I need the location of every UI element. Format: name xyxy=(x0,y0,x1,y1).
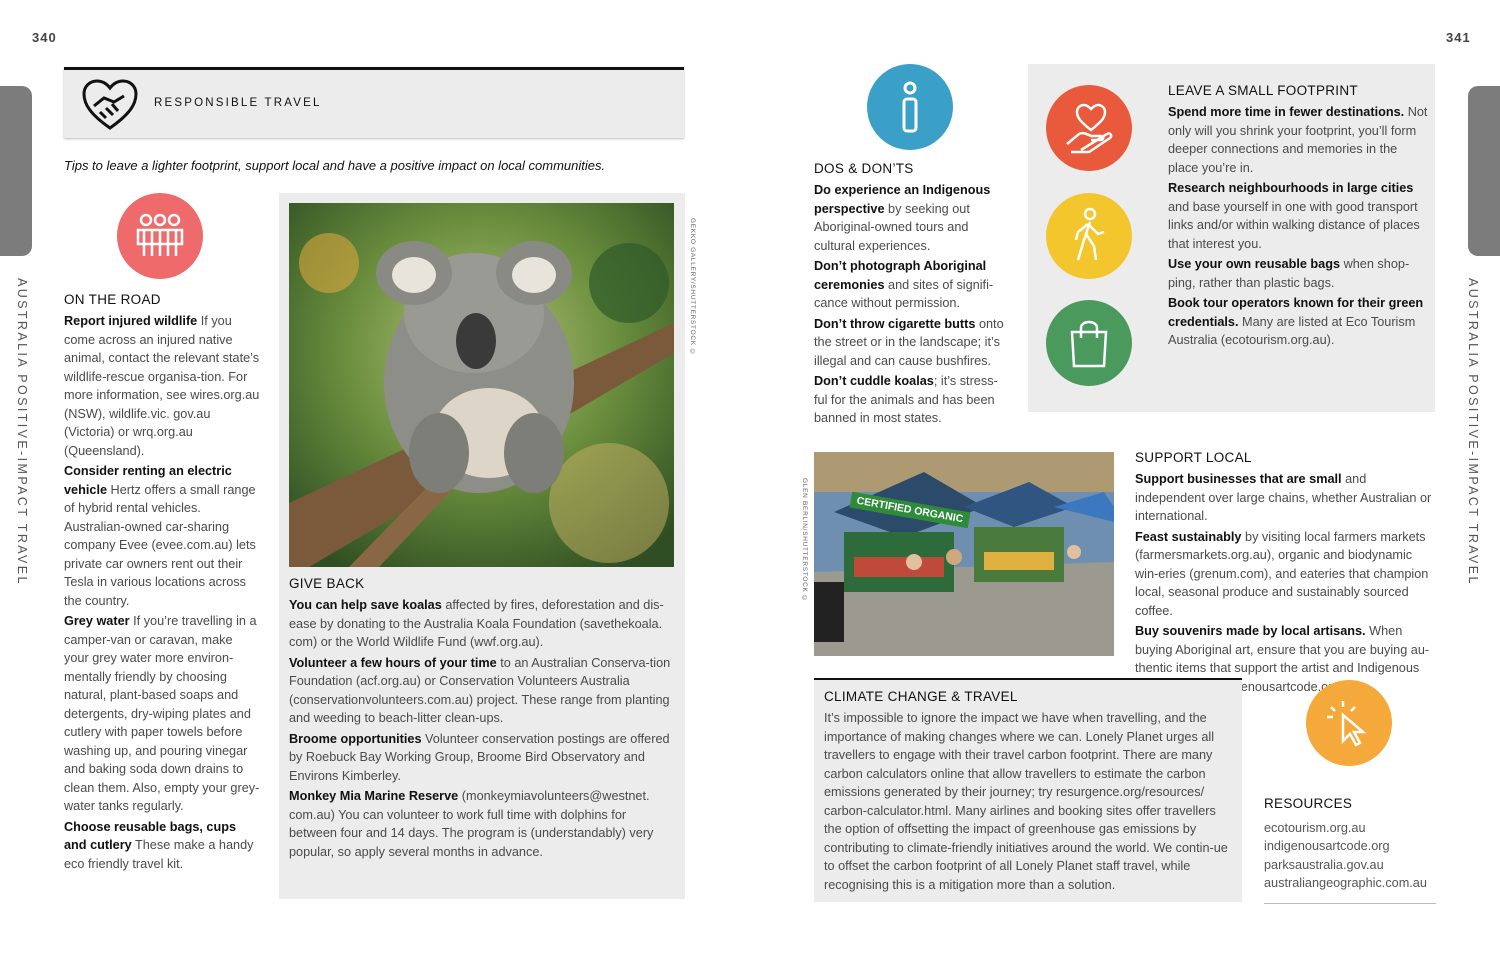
walking-person-icon xyxy=(1046,193,1132,279)
dos-donts-item-text: by seeking out Aboriginal-owned tours and cultural experiences. xyxy=(814,201,970,253)
give-back-item-title: Volunteer a few hours of your time xyxy=(289,655,497,670)
footprint-item-text: Not only will you shrink your footprint, you’ll form deeper connections and memories in the place you’re in. xyxy=(1168,105,1428,175)
page-number-right: 341 xyxy=(1446,30,1471,45)
footprint-item xyxy=(1168,179,1430,253)
dos-donts-item-title: Don’t photograph Aboriginal ceremonies xyxy=(814,259,987,292)
support-local-item-text: and independent over large chains, whether Australian or international. xyxy=(1135,472,1432,523)
shopping-bag-icon xyxy=(1046,300,1132,386)
dos-donts-item xyxy=(814,372,1010,428)
support-local-heading: SUPPORT LOCAL xyxy=(1135,450,1252,465)
on-the-road-item-text: If you come across an injured native animal, contact the relevant state’s wildlife-rescue organisa-tion. For more information, see wires.org.au (NSW), wildlife.vic. gov.au (Victoria) or wrq.org.au (Queensland). xyxy=(64,314,260,458)
dos-donts-item-text: ; it’s stress-ful for the animals and has been banned in most states. xyxy=(814,374,998,425)
support-local-item-text: When buying Aboriginal art, ensure that you are buying au-thentic items that support the artist and Indigenous (indigenousartcode.org). xyxy=(1135,624,1430,694)
support-local-item-title: Feast sustainably xyxy=(1135,529,1242,544)
on-the-road-item xyxy=(64,462,260,610)
give-back-heading: GIVE BACK xyxy=(289,576,365,591)
on-the-road-section xyxy=(64,292,260,875)
footprint-heading: LEAVE A SMALL FOOTPRINT xyxy=(1168,83,1358,98)
support-local-body xyxy=(1135,470,1435,696)
support-local-item-text: by visiting local farmers markets (farmersmarkets.org.au), organic and biodynamic win-eries (grenum.com), and eateries that champion local, seasonal produce and sustainably sourced coffee. xyxy=(1135,529,1429,618)
footprint-item-title: Book tour operators known for their green credentials. xyxy=(1168,296,1424,329)
give-back-section xyxy=(289,576,677,863)
give-back-item xyxy=(289,596,677,652)
give-back-item-text: Volunteer conservation postings are offered by Roebuck Bay Working Group, Broome Bird Observatory and Environs Kimberley. xyxy=(289,731,670,783)
footprint-item-text: Many are listed at Eco Tourism Australia (ecotourism.org.au). xyxy=(1168,314,1416,347)
give-back-item xyxy=(289,654,677,728)
on-the-road-item-title: Report injured wildlife xyxy=(64,314,198,328)
left-edge-tab xyxy=(0,86,32,256)
resources-heading: RESOURCES xyxy=(1264,796,1353,811)
footprint-item-title: Spend more time in fewer destinations. xyxy=(1168,105,1405,119)
on-the-road-item-title: Grey water xyxy=(64,614,130,628)
right-edge-tab xyxy=(1468,86,1500,256)
side-label-right: AUSTRALIA POSITIVE-IMPACT TRAVEL xyxy=(1466,278,1480,586)
dos-donts-item xyxy=(814,315,1010,371)
handshake-heart-icon xyxy=(80,76,140,136)
dos-donts-item xyxy=(814,181,1010,255)
koala-photo xyxy=(289,203,674,567)
support-local-item-title: Support businesses that are small xyxy=(1135,472,1342,486)
give-back-item-title: Broome opportunities xyxy=(289,731,422,746)
climate-change-heading: CLIMATE CHANGE & TRAVEL xyxy=(824,689,1018,704)
climate-change-text: It’s impossible to ignore the impact we have when travelling, and the importance of making changes where we can. Lonely Planet urges all travellers to engage with their travel carbon footprint. There are many carbon calculators online that allow travellers to estimate the carbon emissions generated by their journey; try resurgence.org/resources/ carbon-calculator.html. Many airlines and booking sites offer travellers the option of offsetting the impact of greenhouse gas emissions by contributing to climate-friendly initiatives around the world. We contin-ue to offset the carbon footprint of all Lonely Planet staff travel, while recognising this is a mitigation more than a solution. xyxy=(824,711,1228,892)
give-back-item-text: affected by fires, deforestation and dis-ease by donating to the Australia Koala Foundation (savethekoala. com) or the World Wildlife Fund (wwf.org.au). xyxy=(289,598,664,649)
info-icon xyxy=(867,64,953,150)
dos-donts-heading: DOS & DON’TS xyxy=(814,161,914,176)
footprint-section xyxy=(1168,83,1430,352)
dos-donts-section xyxy=(814,161,1010,430)
side-label-left: AUSTRALIA POSITIVE-IMPACT TRAVEL xyxy=(15,278,29,586)
give-back-item xyxy=(289,730,677,786)
give-back-item-text: (monkeymiavolunteers@westnet. com.au) You can volunteer to work full time with dolphins for between four and 14 days. The program is (understandably) very popular, so apply several months in advance. xyxy=(289,789,654,859)
footprint-item xyxy=(1168,103,1430,177)
give-back-item-text: to an Australian Conserva-tion Foundation (acf.org.au) or Conservation Volunteers Australia (conservationvolunteers.com.au) project. These range from planting and weeding to beach-litter clean-ups. xyxy=(289,655,671,725)
footprint-item-text: and base yourself in one with good transport links and/or within walking distance of places that interest you. xyxy=(1168,199,1420,251)
responsible-travel-banner xyxy=(64,67,684,138)
footprint-item-title: Use your own reusable bags xyxy=(1168,257,1341,271)
on-the-road-body xyxy=(64,312,260,873)
support-local-item xyxy=(1135,470,1435,526)
footprint-item-text: when shop-ping, rather than plastic bags. xyxy=(1168,257,1410,290)
on-the-road-item-title: Choose reusable bags, cups and cutlery xyxy=(64,819,237,852)
dos-donts-item-text: and sites of signifi-cance without permission. xyxy=(814,277,994,310)
resources-section xyxy=(1264,795,1436,904)
on-the-road-item xyxy=(64,612,260,816)
dos-donts-body xyxy=(814,181,1010,428)
give-back-item-title: Monkey Mia Marine Reserve xyxy=(289,789,459,803)
give-back-item xyxy=(289,787,677,861)
on-the-road-item-title: Consider renting an electric vehicle xyxy=(64,464,232,497)
dos-donts-item-title: Don’t throw cigarette butts xyxy=(814,316,976,331)
dos-donts-item-title: Do experience an Indigenous perspective xyxy=(814,183,991,216)
on-the-road-heading: ON THE ROAD xyxy=(64,292,161,307)
support-local-item-title: Buy souvenirs made by local artisans. xyxy=(1135,624,1366,638)
koala-photo-credit: GEKKO GALLERY/SHUTTERSTOCK © xyxy=(689,218,696,356)
certified-organic-sign: CERTIFIED ORGANIC xyxy=(850,492,971,529)
resource-link[interactable]: australiangeographic.com.au xyxy=(1264,876,1427,890)
cursor-click-icon xyxy=(1306,680,1392,766)
footprint-item xyxy=(1168,255,1430,292)
on-the-road-item-text: These make a handy eco friendly travel kit. xyxy=(64,838,254,871)
support-local-section xyxy=(1135,450,1435,698)
dos-donts-item-title: Don’t cuddle koalas xyxy=(814,374,934,388)
on-the-road-item-text: Hertz offers a small range of hybrid rental vehicles. Australian-owned car-sharing company Evee (evee.com.au) lets private car owners rent out their Tesla in various locations across the country. xyxy=(64,482,256,608)
page-number-left: 340 xyxy=(32,30,57,45)
resource-link[interactable]: indigenousartcode.org xyxy=(1264,839,1390,853)
footprint-item-title: Research neighbourhoods in large cities xyxy=(1168,181,1414,195)
on-the-road-item xyxy=(64,818,260,874)
banner-title: RESPONSIBLE TRAVEL xyxy=(154,97,322,109)
climate-change-panel xyxy=(814,678,1242,902)
dos-donts-item xyxy=(814,257,1010,313)
people-icon xyxy=(117,193,203,279)
dos-donts-item-text: onto the street or in the landscape; it’s illegal and can cause bushfires. xyxy=(814,316,1004,368)
market-photo-credit: GLEN BERLIN/SHUTTERSTOCK © xyxy=(801,478,808,603)
on-the-road-item-text: If you’re travelling in a camper-van or caravan, make your grey water more environ-mentally friendly by choosing natural, plant-based soaps and detergents, dry-wiping plates and cutlery with paper towels before washing up, and pouring vinegar and baking soda down drains to clean them. Also, empty your grey-water tanks regularly. xyxy=(64,614,260,813)
footprint-item xyxy=(1168,294,1430,350)
give-back-body xyxy=(289,596,677,861)
support-local-item xyxy=(1135,528,1435,621)
farmers-market-photo xyxy=(814,452,1114,656)
resource-link[interactable]: parksaustralia.gov.au xyxy=(1264,857,1384,872)
heart-hand-icon xyxy=(1046,85,1132,171)
resource-link[interactable]: ecotourism.org.au xyxy=(1264,820,1366,835)
footprint-body xyxy=(1168,103,1430,350)
on-the-road-item xyxy=(64,312,260,460)
give-back-item-title: You can help save koalas xyxy=(289,598,442,612)
intro-text: Tips to leave a lighter footprint, support local and have a positive impact on local communities. xyxy=(64,158,606,173)
